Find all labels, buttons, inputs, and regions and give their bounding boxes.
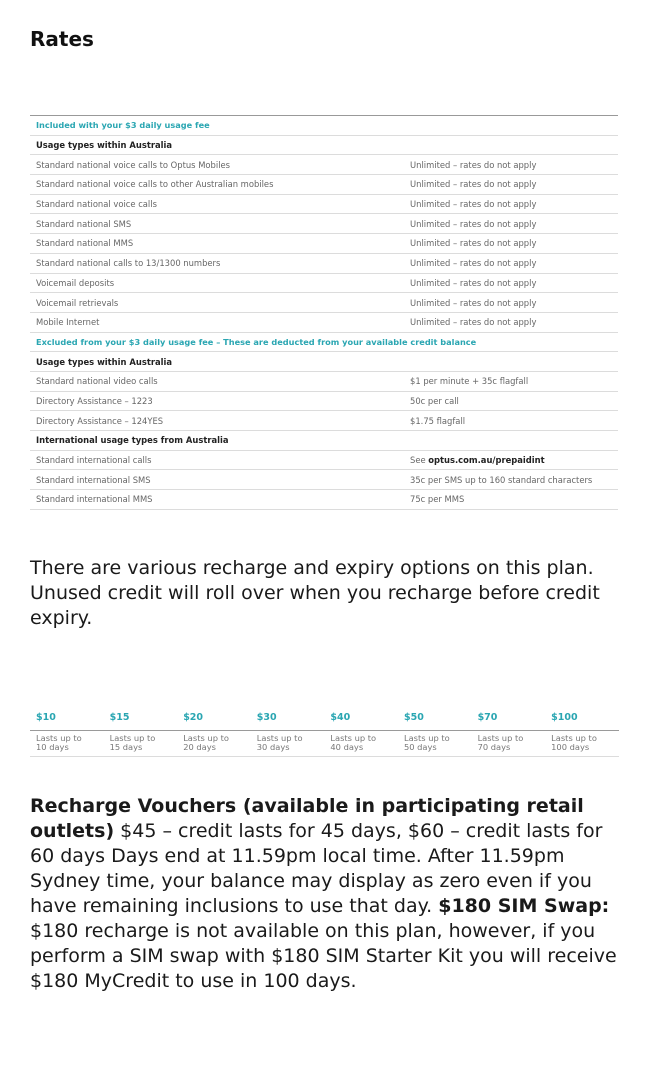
- recharge-duration-line1: Lasts up to: [183, 733, 229, 743]
- recharge-duration: [472, 731, 546, 752]
- sim-swap-text: $180 recharge is not available on this plan, however, if you perform a SIM swap with $180 SIM Starter Kit you will receive $180 MyCredit to use in 100 days.: [30, 920, 617, 992]
- recharge-duration-line1: Lasts up to: [256, 733, 303, 743]
- subsection-row: [30, 135, 618, 155]
- recharge-duration-line1: Lasts up to: [551, 733, 597, 743]
- sim-swap-heading: $180 SIM Swap:: [438, 895, 610, 917]
- rate-row: [30, 253, 618, 273]
- recharge-duration-line2: 70 days: [477, 742, 511, 752]
- vouchers-text: $45 – credit lasts for 45 days, $60 – credit lasts for 60 days Days end at 11.59pm local time. After 11.59pm Sydney time, your balance may display as zero even if you have remaining inclusions to use that day.: [30, 820, 603, 917]
- section-header: Included with your $3 daily usage fee: [30, 116, 618, 136]
- usage-type-cell: Directory Assistance – 124YES: [30, 411, 404, 431]
- recharge-amount: $15: [109, 712, 130, 723]
- prepaid-international-link[interactable]: optus.com.au/prepaidint: [428, 455, 545, 466]
- rate-prefix: See: [410, 455, 429, 466]
- usage-type-cell: Standard national video calls: [30, 371, 404, 391]
- recharge-amount: $10: [36, 712, 56, 723]
- usage-type-cell: Standard national voice calls: [30, 194, 404, 214]
- subsection-row: [30, 352, 618, 372]
- subsection-label: Usage types within Australia: [30, 135, 618, 155]
- usage-type-cell: Standard national calls to 13/1300 numbers: [30, 253, 404, 273]
- rate-cell: Unlimited – rates do not apply: [404, 155, 618, 175]
- rate-row: [30, 312, 618, 332]
- usage-type-cell: Standard international SMS: [30, 470, 404, 490]
- rate-row: [30, 273, 618, 293]
- recharge-duration-line2: 50 days: [403, 742, 437, 752]
- recharge-amount: $70: [477, 712, 498, 723]
- rate-cell: Unlimited – rates do not apply: [404, 194, 618, 214]
- recharge-amount: $50: [403, 712, 424, 723]
- rate-row: [30, 194, 618, 214]
- rate-cell: Unlimited – rates do not apply: [404, 234, 618, 254]
- recharge-duration-line2: 40 days: [330, 742, 364, 752]
- recharge-duration: [545, 731, 619, 752]
- rate-row: [30, 411, 618, 431]
- usage-type-cell: Standard national SMS: [30, 214, 404, 234]
- rate-row: [30, 175, 618, 195]
- recharge-duration: [30, 731, 104, 752]
- rate-cell: 35c per SMS up to 160 standard characters: [404, 470, 618, 490]
- subsection-label: Usage types within Australia: [30, 352, 618, 372]
- rate-row: [30, 214, 618, 234]
- recharge-amount: $30: [256, 712, 277, 723]
- recharge-duration: [398, 731, 472, 752]
- rate-row: [30, 371, 618, 391]
- rate-cell: 50c per call: [404, 391, 618, 411]
- rate-cell: Unlimited – rates do not apply: [404, 273, 618, 293]
- recharge-duration-line1: Lasts up to: [477, 733, 524, 743]
- rate-row: [30, 391, 618, 411]
- usage-type-cell: Voicemail deposits: [30, 273, 404, 293]
- recharge-duration-line1: Lasts up to: [36, 733, 82, 743]
- recharge-duration-line1: Lasts up to: [330, 733, 377, 743]
- vouchers-paragraph: [30, 794, 622, 994]
- usage-type-cell: Standard international calls: [30, 450, 404, 470]
- recharge-amount: $40: [330, 712, 351, 723]
- rate-row: [30, 234, 618, 254]
- rate-cell: Unlimited – rates do not apply: [404, 214, 618, 234]
- recharge-duration-line1: Lasts up to: [403, 733, 450, 743]
- rate-cell: 75c per MMS: [404, 490, 618, 510]
- rate-row: [30, 155, 618, 175]
- usage-type-cell: Standard national MMS: [30, 234, 404, 254]
- recharge-intro: There are various recharge and expiry options on this plan. Unused credit will roll over when you recharge before credit expiry.: [30, 557, 600, 629]
- recharge-duration-line2: 20 days: [183, 742, 216, 752]
- recharge-duration: [324, 731, 398, 752]
- page-title: Rates: [30, 27, 94, 51]
- rate-row: [30, 293, 618, 313]
- recharge-options-table: [30, 710, 619, 757]
- recharge-duration-line2: 100 days: [551, 742, 590, 752]
- recharge-amount: $20: [183, 712, 204, 723]
- rate-cell: Unlimited – rates do not apply: [404, 175, 618, 195]
- subsection-label: International usage types from Australia: [30, 431, 618, 451]
- recharge-duration: [177, 731, 251, 752]
- usage-type-cell: Mobile Internet: [30, 312, 404, 332]
- usage-type-cell: Standard national voice calls to other Australian mobiles: [30, 175, 404, 195]
- rate-cell: [404, 450, 618, 470]
- usage-type-cell: Standard international MMS: [30, 490, 404, 510]
- rate-row: [30, 450, 618, 470]
- recharge-duration-line2: 10 days: [36, 742, 69, 752]
- rate-cell: Unlimited – rates do not apply: [404, 293, 618, 313]
- recharge-duration: [104, 731, 178, 752]
- section-header: Excluded from your $3 daily usage fee – These are deducted from your available credit balance: [30, 332, 618, 352]
- subsection-row: [30, 431, 618, 451]
- section-header-row: [30, 116, 618, 136]
- usage-type-cell: Standard national voice calls to Optus Mobiles: [30, 155, 404, 175]
- rate-cell: $1.75 flagfall: [404, 411, 618, 431]
- rate-cell: $1 per minute + 35c flagfall: [404, 371, 618, 391]
- recharge-duration: [251, 731, 325, 752]
- recharge-duration-line1: Lasts up to: [109, 733, 156, 743]
- recharge-duration-line2: 15 days: [109, 742, 143, 752]
- vouchers-heading: Recharge Vouchers (available in participating retail outlets): [30, 795, 584, 842]
- section-header-row: [30, 332, 618, 352]
- rate-cell: Unlimited – rates do not apply: [404, 312, 618, 332]
- usage-type-cell: Directory Assistance – 1223: [30, 391, 404, 411]
- rate-cell: Unlimited – rates do not apply: [404, 253, 618, 273]
- rates-table: [30, 115, 618, 510]
- usage-type-cell: Voicemail retrievals: [30, 293, 404, 313]
- rate-row: [30, 470, 618, 490]
- recharge-amount: $100: [551, 712, 578, 723]
- rate-row: [30, 490, 618, 510]
- recharge-duration-line2: 30 days: [256, 742, 290, 752]
